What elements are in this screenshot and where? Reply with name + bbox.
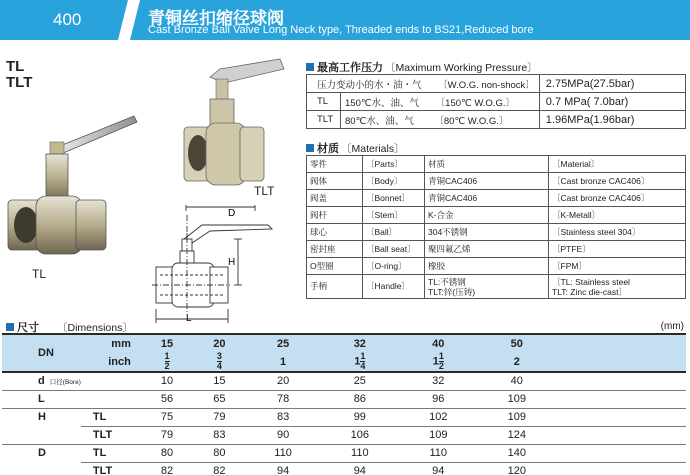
part-cn: 零件: [307, 156, 363, 173]
dim-cell: 124: [478, 426, 556, 444]
mm-value: 15: [141, 334, 193, 352]
dim-cell: 40: [478, 372, 556, 390]
dim-cell: 99: [321, 408, 399, 426]
material-en: 〔K-Metall〕: [549, 207, 686, 224]
pressure-desc-cn: 压力变动小的水・油・气: [317, 79, 422, 91]
dim-cell: 82: [193, 462, 245, 475]
dimensions-unit: (mm): [660, 321, 684, 332]
row-label: [2, 462, 81, 475]
part-en: 〔Bonnet〕: [363, 190, 425, 207]
material-en-line2: TLT: Zinc die-cast〕: [552, 286, 627, 297]
material-en: 〔PTFE〕: [549, 241, 686, 258]
tlt-caption: TLT: [254, 184, 275, 198]
part-cn: 球心: [307, 224, 363, 241]
pressure-desc-cn: 80℃水、油、气: [345, 115, 414, 127]
part-en: 〔Handle〕: [363, 275, 425, 299]
dim-cell: 20: [246, 372, 321, 390]
section-bullet: [306, 144, 314, 152]
part-cn: 手柄: [307, 275, 363, 299]
mm-value: 50: [478, 334, 556, 352]
section-bullet: [6, 323, 14, 331]
inch-value: 1: [246, 352, 321, 372]
dim-cell: 94: [321, 462, 399, 475]
dim-cell: 110: [321, 444, 399, 462]
dim-cell: 82: [141, 462, 193, 475]
dim-cell: 80: [193, 444, 245, 462]
page-number: 400: [53, 10, 82, 29]
pressure-desc: [341, 93, 540, 111]
part-cn: 阀杆: [307, 207, 363, 224]
mm-value: 40: [399, 334, 477, 352]
row-label: L: [2, 390, 81, 408]
material-en: 〔Cast bronze CAC406〕: [549, 173, 686, 190]
dim-cell: 56: [141, 390, 193, 408]
dim-cell: 102: [399, 408, 477, 426]
part-en: 〔Parts〕: [363, 156, 425, 173]
dim-cell: 25: [321, 372, 399, 390]
pressure-model: TLT: [307, 111, 341, 129]
material-en: 〔Material〕: [549, 156, 686, 173]
section-bullet: [306, 63, 314, 71]
pressure-heading-en: 〔Maximum Working Pressure〕: [385, 61, 538, 74]
drawing-label-h: H: [228, 257, 236, 268]
material-en: 〔Stainless steel 304〕: [549, 224, 686, 241]
dimensions-row: [2, 408, 686, 426]
pressure-value: 2.75MPa(27.5bar): [539, 75, 685, 93]
drawing-label-d: D: [228, 208, 236, 219]
material-cn: 青铜CAC406: [425, 190, 549, 207]
part-en: 〔Ball〕: [363, 224, 425, 241]
dim-cell: 86: [321, 390, 399, 408]
inch-value: $\frac{1}{2}$: [141, 352, 193, 372]
material-cn: 304不锈钢: [425, 224, 549, 241]
pressure-table: [306, 74, 686, 129]
page-header: [0, 0, 690, 40]
dim-cell: 80: [141, 444, 193, 462]
drawing-label-l: L: [186, 313, 192, 324]
dim-cell: 109: [478, 390, 556, 408]
dim-cell: 10: [141, 372, 193, 390]
dim-cell: 65: [193, 390, 245, 408]
part-cn: 密封座: [307, 241, 363, 258]
tlt-valve-photo: [180, 55, 290, 190]
dimensions-row: [2, 444, 686, 462]
materials-heading-cn: 材质: [317, 142, 339, 155]
materials-row: [307, 190, 686, 207]
inch-value: 1 $\frac{1}{2}$: [399, 352, 477, 372]
dim-cell: 94: [399, 462, 477, 475]
row-label: H: [38, 411, 46, 424]
pressure-row: [307, 75, 686, 93]
pressure-desc: [307, 75, 540, 93]
materials-table: [306, 155, 686, 299]
mm-value: 32: [321, 334, 399, 352]
part-cn: 阀盖: [307, 190, 363, 207]
row-sublabel: TL: [81, 444, 141, 462]
materials-heading-en: 〔Materials〕: [341, 142, 405, 155]
pressure-heading-cn: 最高工作压力: [317, 61, 383, 74]
dimensions-heading-cn: 尺寸: [17, 321, 39, 334]
dim-cell: 109: [399, 426, 477, 444]
pressure-heading: [306, 59, 538, 75]
tl-valve-photo: [6, 112, 146, 272]
model-label-tl: TL: [6, 58, 25, 75]
material-cn: 聚四氟乙烯: [425, 241, 549, 258]
material-cn: K-合金: [425, 207, 549, 224]
pressure-desc-en: 〔80℃ W.O.G.〕: [434, 115, 509, 127]
materials-row: [307, 224, 686, 241]
part-en: 〔Ball seat〕: [363, 241, 425, 258]
dim-cell: 96: [399, 390, 477, 408]
dim-cell: 15: [193, 372, 245, 390]
mm-header: mm: [81, 334, 141, 352]
dimensions-row: [2, 372, 686, 390]
materials-row: [307, 156, 686, 173]
material-cn-line1: TL:不锈钢: [428, 276, 466, 287]
row-sublabel: TL: [81, 408, 141, 426]
header-spacer: [556, 352, 686, 372]
dim-cell: 94: [246, 462, 321, 475]
dim-cell: 140: [478, 444, 556, 462]
inch-header: inch: [81, 352, 141, 372]
dimension-drawing: [150, 205, 305, 325]
dimensions-table: [2, 333, 686, 475]
row-label: [2, 426, 81, 444]
row-label: D: [38, 447, 46, 460]
dimensions-row: [2, 390, 686, 408]
part-en: 〔O-ring〕: [363, 258, 425, 275]
materials-row: [307, 241, 686, 258]
row-sublabel: [81, 372, 141, 390]
material-cn: 材质: [425, 156, 549, 173]
inch-value: 2: [478, 352, 556, 372]
materials-row: [307, 207, 686, 224]
dim-cell: 83: [193, 426, 245, 444]
material-cn-line2: TLT:锌(压铸): [428, 286, 476, 297]
materials-row: [307, 173, 686, 190]
dn-header: DN: [2, 334, 81, 372]
dimensions-header-mm: [2, 334, 686, 352]
dim-cell: 110: [246, 444, 321, 462]
pressure-row: [307, 111, 686, 129]
bore-sublabel: 口径(Bore): [49, 379, 81, 387]
material-en-line1: 〔TL: Stainless steel: [552, 276, 630, 287]
page-title: 青铜丝扣缩径球阀: [148, 9, 284, 29]
material-en: 〔Cast bronze CAC406〕: [549, 190, 686, 207]
pressure-row: [307, 93, 686, 111]
material-en: 〔FPM〕: [549, 258, 686, 275]
dim-cell: 78: [246, 390, 321, 408]
inch-value: $\frac{3}{4}$: [193, 352, 245, 372]
pressure-desc-cn: 150℃水、油、气: [345, 97, 420, 109]
material-en: [549, 275, 686, 299]
row-sublabel: TLT: [81, 426, 141, 444]
part-cn: 阀体: [307, 173, 363, 190]
dimensions-heading-en: 〔Dimensions〕: [57, 321, 133, 334]
dim-cell: 106: [321, 426, 399, 444]
header-spacer: [556, 334, 686, 352]
materials-row: [307, 258, 686, 275]
model-label-tlt: TLT: [6, 74, 33, 91]
pressure-desc: [341, 111, 540, 129]
page-subtitle: Cast Bronze Ball Valve Long Neck type, Threaded ends to BS21,Reduced bore: [148, 24, 534, 36]
dim-cell: 90: [246, 426, 321, 444]
tl-caption: TL: [32, 267, 47, 281]
part-en: 〔Stem〕: [363, 207, 425, 224]
material-cn: [425, 275, 549, 299]
pressure-desc-en: 〔150℃ W.O.G.〕: [435, 97, 515, 109]
dimensions-header-inch: [2, 352, 686, 372]
dim-cell: 79: [141, 426, 193, 444]
dimensions-row: [2, 462, 686, 475]
row-sublabel: TLT: [81, 462, 141, 475]
pressure-desc-en: 〔W.O.G. non-shock〕: [438, 79, 535, 91]
part-en: 〔Body〕: [363, 173, 425, 190]
material-cn: 青铜CAC406: [425, 173, 549, 190]
row-sublabel: [81, 390, 141, 408]
dim-cell: 79: [193, 408, 245, 426]
pressure-model: TL: [307, 93, 341, 111]
dim-cell: 120: [478, 462, 556, 475]
dim-cell: 32: [399, 372, 477, 390]
materials-heading: [306, 140, 405, 156]
material-cn: 橡胶: [425, 258, 549, 275]
mm-value: 25: [246, 334, 321, 352]
pressure-value: 1.96MPa(1.96bar): [539, 111, 685, 129]
mm-value: 20: [193, 334, 245, 352]
dim-cell: 83: [246, 408, 321, 426]
materials-row: [307, 275, 686, 299]
dim-cell: 109: [478, 408, 556, 426]
row-label: d 口径(Bore): [2, 372, 81, 390]
dim-cell: 110: [399, 444, 477, 462]
part-cn: O型圈: [307, 258, 363, 275]
dimensions-row: [2, 426, 686, 444]
pressure-value: 0.7 MPa( 7.0bar): [539, 93, 685, 111]
dim-cell: 75: [141, 408, 193, 426]
inch-value: 1 $\frac{1}{4}$: [321, 352, 399, 372]
